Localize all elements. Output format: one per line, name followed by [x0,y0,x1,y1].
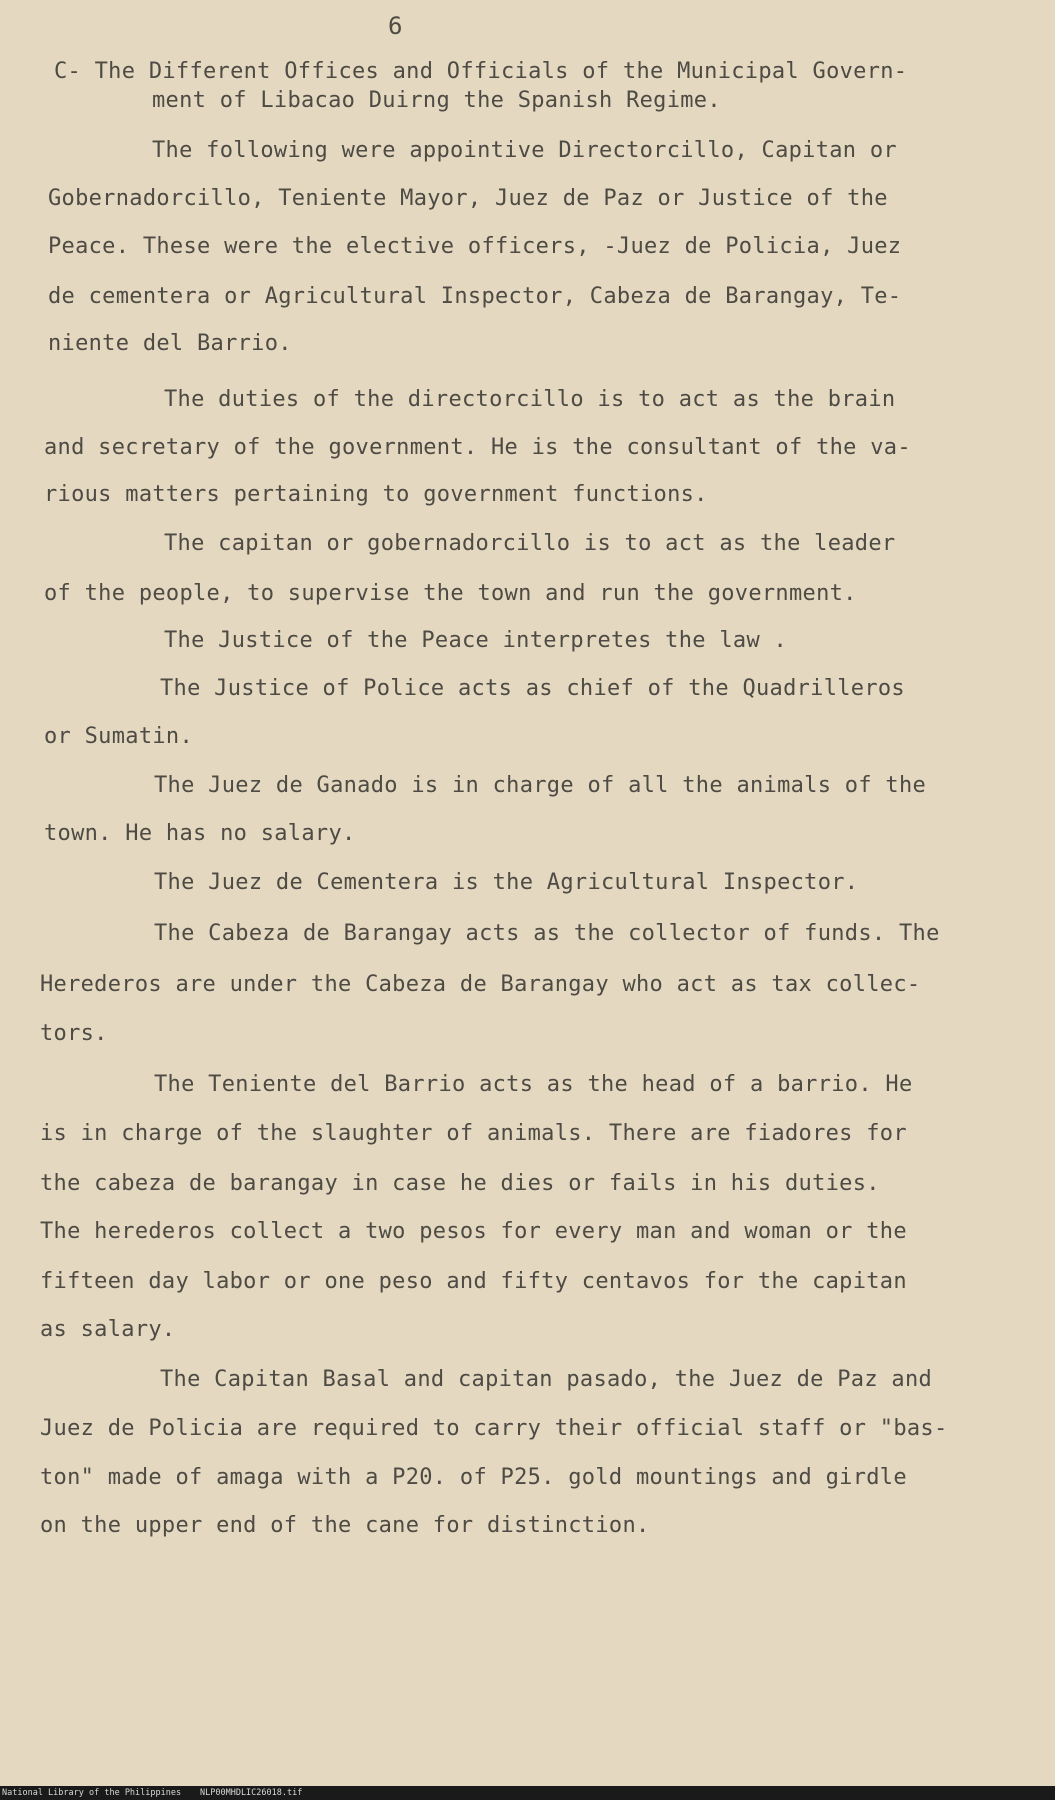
text-line: Peace. These were the elective officers, -Juez de Policia, Juez [48,234,902,259]
page-number: 6 [388,12,403,40]
text-line: fifteen day labor or one peso and fifty centavos for the capitan [40,1269,907,1294]
text-line: The herederos collect a two pesos for every man and woman or the [40,1219,907,1244]
footer-library-name: National Library of the Philippines [2,1788,182,1798]
text-line: rious matters pertaining to government functions. [44,482,708,507]
text-line: The capitan or gobernadorcillo is to act as the leader [164,531,896,556]
text-line: ton" made of amaga with a P20. of P25. gold mountings and girdle [40,1465,907,1490]
text-line: the cabeza de barangay in case he dies or fails in his duties. [40,1171,880,1196]
text-line: The Juez de Ganado is in charge of all the animals of the [154,773,927,798]
text-line: and secretary of the government. He is the consultant of the va- [44,435,911,460]
text-line: The Justice of the Peace interpretes the law . [164,628,788,653]
text-line: The Teniente del Barrio acts as the head of a barrio. He [154,1072,913,1097]
text-line: as salary. [40,1317,176,1342]
text-line: town. He has no salary. [44,821,356,846]
text-line: or Sumatin. [44,724,193,749]
text-line: Herederos are under the Cabeza de Barangay who act as tax collec- [40,972,921,997]
footer-file-name: NLP00MHDLIC26018.tif [200,1788,303,1798]
text-line: Gobernadorcillo, Teniente Mayor, Juez de Paz or Justice of the [48,186,888,211]
section-heading-line-1: C- The Different Offices and Officials of the Municipal Govern- [54,59,908,84]
text-line: is in charge of the slaughter of animals. There are fiadores for [40,1121,907,1146]
text-line: on the upper end of the cane for distinction. [40,1513,650,1538]
text-line: of the people, to supervise the town and run the government. [44,581,857,606]
text-line: The Justice of Police acts as chief of the Quadrilleros [160,676,905,701]
text-line: niente del Barrio. [48,331,292,356]
text-line: The following were appointive Directorcillo, Capitan or [152,138,897,163]
text-line: The duties of the directorcillo is to act as the brain [164,387,896,412]
archive-footer-bar [0,1786,1055,1800]
text-line: The Juez de Cementera is the Agricultural Inspector. [154,870,859,895]
text-line: The Cabeza de Barangay acts as the collector of funds. The [154,921,940,946]
text-line: Juez de Policia are required to carry their official staff or "bas- [40,1416,948,1441]
section-heading-line-2: ment of Libacao Duirng the Spanish Regime. [152,88,721,113]
text-line: The Capitan Basal and capitan pasado, the Juez de Paz and [160,1367,933,1392]
text-line: de cementera or Agricultural Inspector, Cabeza de Barangay, Te- [48,284,902,309]
text-line: tors. [40,1021,108,1046]
